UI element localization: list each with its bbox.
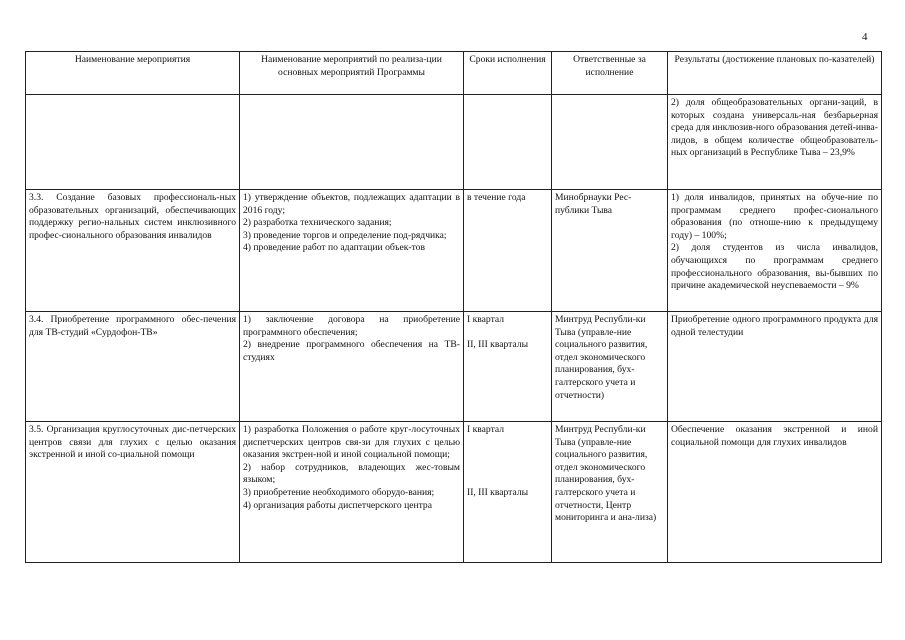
row1-responsible: Минобрнауки Рес-публики Тыва [552,190,668,312]
row3-responsible: Минтруд Республи-ки Тыва (управле-ние социального развития, отдел экономического планирования, бух-галтерского учета и отчетности, Центр мониторинга и ана-лиза) [552,422,668,563]
row1-action-1: 1) утверждение объектов, подлежащих адаптации в 2016 году; [243,192,460,216]
row2-action-2: 2) внедрение программного обеспечения на ТВ-студиях [243,339,460,363]
row3-action-3: 3) приобретение необходимого оборудо-вания; [243,486,435,498]
row1-result-2: 2) доля студентов из числа инвалидов, обучающихся по программам среднего профессионального образования, вы-бывших по причине академической неуспеваемости – 9% [671,242,878,292]
row3-actions [240,422,464,563]
row2-actions [240,312,464,422]
header-responsible: Ответственные за исполнение [552,52,668,95]
header-results: Результаты (достижение плановых по-казателей) [668,52,882,95]
row2-term-2: II, III кварталы [467,338,529,350]
row1-action-2: 2) разработка технического задания; [243,217,392,229]
row0-actions [240,95,464,190]
row0-name [26,95,240,190]
row3-name: 3.5. Организация круглосуточных дис-петчерских центров связи для глухих с целью оказания экстренной и иной со-циальной помощи [26,422,240,563]
header-deadlines: Сроки исполнения [464,52,552,95]
row2-result: Приобретение одного программного продукта для одной телестудии [668,312,882,422]
row1-action-4: 4) проведение работ по адаптации объек-тов [243,242,425,254]
row1-term: в течение года [464,190,552,312]
row3-result: Обеспечение оказания экстренной и иной социальной помощи для глухих инвалидов [668,422,882,563]
row2-term [464,312,552,422]
measures-table [25,51,882,563]
row1-result [668,190,882,312]
row3-action-2: 2) набор сотрудников, владеющих жес-товым языком; [243,461,460,486]
row1-actions [240,190,464,312]
row3-term-2: II, III кварталы [467,486,529,498]
header-program-actions: Наименование мероприятий по реализа-ции основных мероприятий Программы [240,52,464,95]
table-header-row [26,52,882,95]
table-row [26,312,882,422]
header-measure-name: Наименование мероприятия [26,52,240,95]
table-row [26,190,882,312]
row2-action-1: 1) заключение договора на приобретение программного обеспечения; [243,314,460,338]
row0-responsible [552,95,668,190]
row3-action-4: 4) организация работы диспетчерского центра [243,499,432,511]
row2-name: 3.4. Приобретение программного обес-печения для ТВ-студий «Сурдофон-ТВ» [26,312,240,422]
row0-term [464,95,552,190]
row3-term-1: I квартал [467,424,505,435]
page-number: 4 [862,31,868,43]
row1-name: 3.3. Создание базовых профессиональ-ных образовательных организаций, обеспечивающих поддержку регио-нальных систем инклюзивного профес-сионального образования инвалидов [26,190,240,312]
table-row [26,422,882,563]
row3-action-1: 1) разработка Положения о работе круг-лосуточных диспетчерских центров свя-зи для глухих с целью оказания экстрен-ной и иной социальной помощи; [243,424,460,461]
row1-action-3: 3) проведение торгов и определение под-рядчика; [243,229,447,241]
row0-result: 2) доля общеобразовательных органи-заций, в которых создана универсаль-ная безбарьерная среда для инклюзив-ного образования детей-инва-лидов, в общем количестве общеобразователь-ных организаций в Республике Тыва – 23,9% [668,95,882,190]
table-row [26,95,882,190]
row2-responsible: Минтруд Республи-ки Тыва (управле-ние социального развития, отдел экономического планирования, бух-галтерского учета и отчетности) [552,312,668,422]
row2-term-1: I квартал [467,314,505,325]
row3-term [464,422,552,563]
row1-result-1: 1) доля инвалидов, принятых на обуче-ние по программам среднего профес-сионального образования (по отноше-нию к предыдущему году) – 100%; [671,192,878,241]
